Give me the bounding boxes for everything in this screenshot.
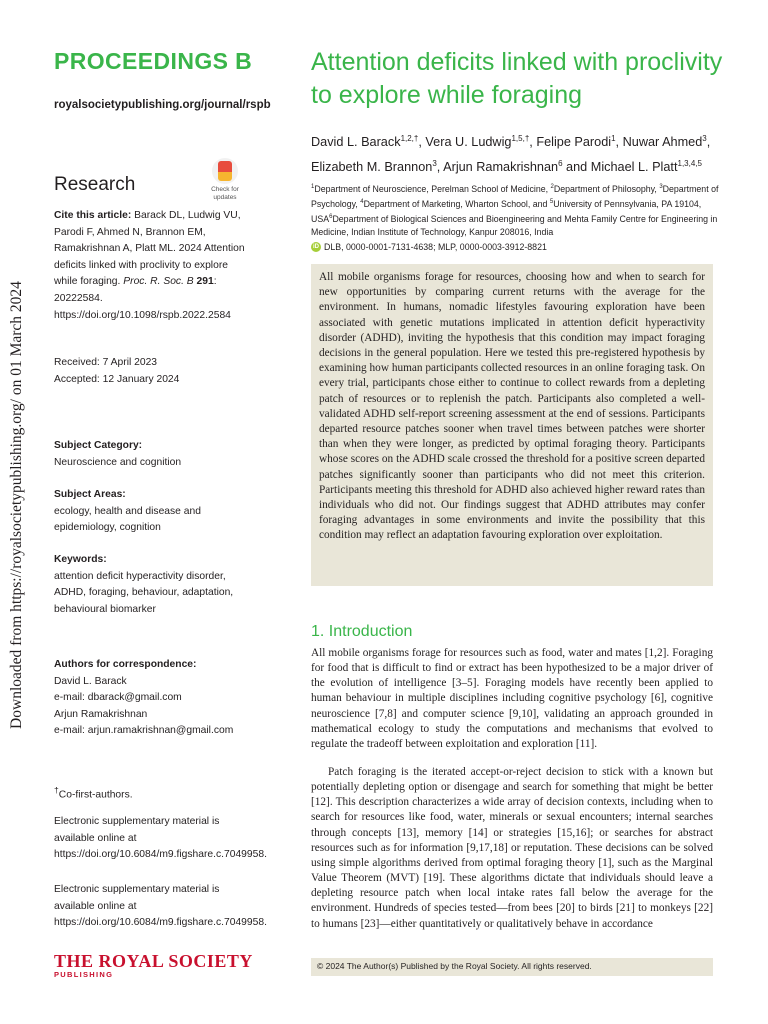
- article-type: Research: [54, 174, 136, 195]
- check-updates-label: Check for updates: [211, 186, 239, 201]
- author-affiliation-mark: 1,2,†: [400, 134, 419, 143]
- copyright-bar: © 2024 The Author(s) Published by the Royal Society. All rights reserved.: [311, 958, 713, 976]
- author-name: Felipe Parodi: [536, 135, 612, 150]
- author-affiliation-mark: 1,3,4,5: [677, 159, 702, 169]
- article-title: Attention deficits linked with proclivity to explore while foraging: [311, 48, 723, 109]
- affiliation-text: Department of Philosophy,: [553, 183, 660, 194]
- received-date: Received: 7 April 2023: [54, 357, 158, 368]
- author-affiliation-mark: 3: [702, 134, 707, 143]
- author-affiliation-mark: 1,5,†: [511, 134, 530, 143]
- subject-areas: Subject Areas: ecology, health and disease and epidemiology, cognition: [54, 489, 201, 534]
- author-name: Michael L. Platt: [590, 160, 678, 175]
- author-affiliation-mark: 6: [558, 159, 563, 169]
- supplementary-note[interactable]: Electronic supplementary material is available online at https://doi.org/10.6084/m9.figshare.c.7049958.: [54, 816, 267, 861]
- keywords: Keywords: attention deficit hyperactivity disorder, ADHD, foraging, behaviour, adaptation, behavioural biomarker: [54, 554, 234, 615]
- author-name: Arjun Ramakrishnan: [443, 160, 559, 175]
- publisher-logo[interactable]: THE ROYAL SOCIETY PUBLISHING: [54, 951, 253, 979]
- subject-category: Subject Category: Neuroscience and cognition: [54, 440, 182, 468]
- affiliation-number: 5: [549, 199, 554, 206]
- author-affiliation-mark: 3: [432, 159, 437, 169]
- author-affiliation-mark: 1: [611, 134, 616, 143]
- author-name: Nuwar Ahmed: [622, 135, 703, 150]
- author-list: David L. Barack$^{1,2,\dagger}$, Vera U. Ludwig$^{1,5,\dagger}$, Felipe Parodi$^1$, Nuwar Ahmed$^3$, Elizabeth M. Brannon$^3$, Arjun Ramakrishnan$^6$ and Michael L. Platt$^{1,3,4,5}$: [311, 134, 711, 175]
- cite-block: Cite this article: Barack DL, Ludwig VU, Parodi F, Ahmed N, Brannon EM, Ramakrishnan A, Platt ML. 2024 Attention deficits linked with proclivity to explore while foraging. Proc. R. Soc. B 291: 20222584. https://doi.org/10.1098/rspb.2022.2584: [54, 210, 245, 321]
- author-name: Elizabeth M. Brannon: [311, 160, 433, 175]
- correspondence: Authors for correspondence: David L. Barack e-mail: dbarack@gmail.com Arjun Ramakrishnan e-mail: arjun.ramakrishnan@gmail.com: [54, 657, 254, 740]
- orcid-icon: iD: [313, 244, 319, 250]
- cofirst-note: †Co-first-authors.: [54, 785, 133, 801]
- email-link-1[interactable]: e-mail: dbarack@gmail.com: [54, 692, 182, 704]
- affiliation-text: University of Pennsylvania, PA 19104, USA: [311, 199, 702, 225]
- paragraph: All mobile organisms forage for resources such as food, water and mates [1,2]. Foraging for food that is difficult to find or extract has been hypothesized to be a major driver of the evolution of intelligence [3–5]. Foraging models have recently been applied to human behaviour in multiple disciplines including cognitive psychology [6], cognitive neuroscience [7,8] and computer science [9,10], validating an approach grounded in mathematical ecology to study the computations and mechanisms that evolved to regulate the tradeoff between exploitation and exploration [11].: [311, 647, 713, 750]
- author-name: Vera U. Ludwig: [425, 135, 512, 150]
- affiliation-text: Department of Neuroscience, Perelman School of Medicine,: [314, 183, 551, 194]
- affiliation-number: 4: [360, 199, 364, 206]
- accepted-date: Accepted: 12 January 2024: [54, 373, 180, 385]
- affiliations: [311, 181, 721, 240]
- abstract: All mobile organisms forage for resources, choosing how and when to search for new opportunities by comparing current returns with the average for the environment. In humans, nomadic lifestyles favouring exploration have been associated with genetic mutations implicated in attention deficit hyperactivity disorder (ADHD), inviting the hypothesis that this condition may impact foraging decisions in the general population. Here we tested this pre-registered hypothesis by examining how human participants collected resources in an online foraging task. On every trial, participants chose either to continue to collect rewards from a depleting patch of resources or to replenish the patch. Participants also completed a well-validated ADHD self-report screening assessment at the end of sessions. Participants departed resource patches sooner when travel times between patches were shorter than when they were longer, as predicted by optimal foraging theory. Participants whose scores on the ADHD scale crossed the threshold for a positive screen departed patches significantly sooner than participants who did not meet this criterion. Participants meeting this threshold for ADHD also achieved higher reward rates than individuals who did not. Our findings suggest that ADHD attributes may confer foraging advantages in some environments and invite the possibility that this condition may reflect an adaptation favouring exploration over exploitation.: [311, 264, 713, 586]
- affiliation-text: Department of Marketing, Wharton School, and: [363, 199, 550, 210]
- check-updates-icon: [212, 158, 238, 184]
- download-note: Downloaded from https://royalsocietypublishing.org/ on 01 March 2024: [8, 281, 25, 729]
- affiliation-text: Department of Biological Sciences and Bioengineering and Mehta Family Centre for Engineering in Medicine, Indian Institute of Technology, Kanpur 208016, India: [311, 214, 718, 238]
- journal-name[interactable]: PROCEEDINGS B: [54, 48, 253, 74]
- supplementary-note-repeat[interactable]: Electronic supplementary material is available online at https://doi.org/10.6084/m9.figshare.c.7049958.: [54, 884, 267, 929]
- affiliation-number: 1: [311, 184, 315, 190]
- affiliation-text: Department of Psychology,: [311, 183, 719, 210]
- journal-url[interactable]: royalsocietypublishing.org/journal/rspb: [54, 99, 271, 111]
- orcid-line[interactable]: iD DLB, 0000-0001-7131-4638; MLP, 0000-0003-3912-8821: [313, 242, 547, 252]
- paragraph: Patch foraging is the iterated accept-or-reject decision to stick with a known but potentially depleting option or disengage and search for something that might be better [12]. This description characterizes a wide array of decision contexts, including when to search for resources like food, water, minerals or sexual encounters; internal searches through concepts [13], memory [14] or strategies [15,16]; or searches for abstract resources such as for information [9,17,18] or reputation. These decisions can be solved using simple algorithms derived from optimal foraging theory [1], such as the Marginal Value Theorem (MVT) [19]. These algorithms dictate that individuals should leave a depleting resource patch when local intake rates fall below the average for the environment. Hundreds of species tested—from bees [20] to birds [21] to monkeys [22] to humans [23]—either quantitatively or qualitatively behave in accordance: [311, 766, 713, 930]
- check-for-updates-button[interactable]: [205, 158, 245, 201]
- email-link-2[interactable]: e-mail: arjun.ramakrishnan@gmail.com: [54, 725, 234, 737]
- affiliation-number: 2: [550, 184, 554, 190]
- doi-link[interactable]: https://doi.org/10.1098/rspb.2022.2584: [54, 309, 231, 321]
- dates-block: [54, 355, 254, 388]
- section-heading: 1. Introduction: [311, 623, 413, 640]
- affiliation-number: 3: [659, 184, 663, 190]
- affiliation-number: 6: [329, 214, 333, 221]
- author-name: David L. Barack: [311, 135, 401, 150]
